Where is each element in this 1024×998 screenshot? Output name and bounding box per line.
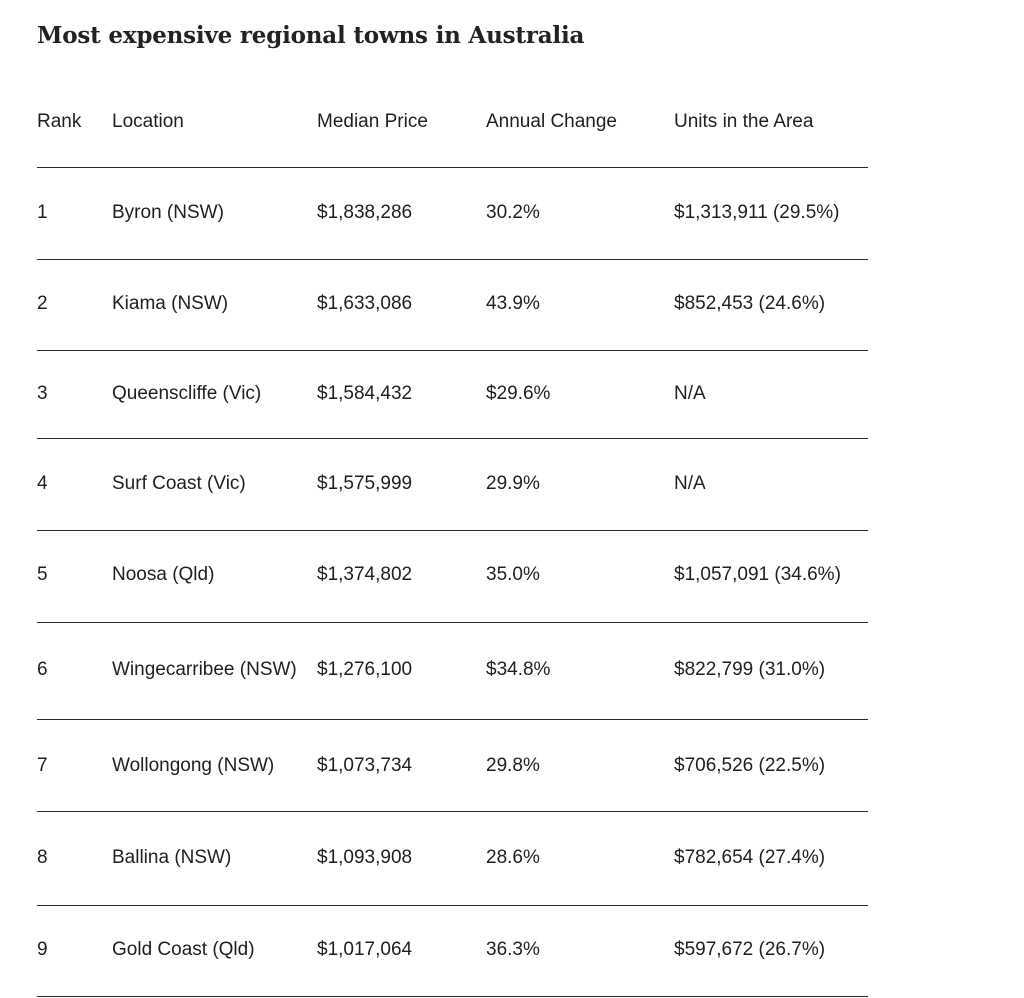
cell-rank: 8	[37, 847, 48, 868]
cell-annual-change: 36.3%	[486, 939, 540, 960]
row-divider	[37, 811, 868, 812]
cell-rank: 2	[37, 293, 48, 314]
cell-median-price: $1,633,086	[317, 293, 413, 314]
cell-rank: 5	[37, 564, 48, 585]
row-divider	[37, 622, 868, 623]
cell-location: Noosa (Qld)	[112, 564, 215, 585]
header-rank: Rank	[37, 111, 82, 132]
header-median-price: Median Price	[317, 111, 428, 132]
cell-units: N/A	[674, 383, 706, 404]
cell-location: Wingecarribee (NSW)	[112, 659, 297, 680]
cell-units: N/A	[674, 473, 706, 494]
row-divider	[37, 530, 868, 531]
table-row	[37, 751, 868, 781]
header-annual-change: Annual Change	[486, 111, 617, 132]
cell-units: $1,313,911 (29.5%)	[674, 202, 840, 223]
table-row	[37, 843, 868, 873]
cell-median-price: $1,584,432	[317, 383, 413, 404]
cell-annual-change: 43.9%	[486, 293, 540, 314]
cell-rank: 9	[37, 939, 48, 960]
cell-location: Kiama (NSW)	[112, 293, 229, 314]
table-row	[37, 379, 868, 409]
cell-location: Byron (NSW)	[112, 202, 224, 223]
header-units: Units in the Area	[674, 111, 814, 132]
cell-rank: 1	[37, 202, 48, 223]
cell-median-price: $1,073,734	[317, 755, 413, 776]
cell-annual-change: 29.9%	[486, 473, 540, 494]
row-divider	[37, 167, 868, 168]
table-row	[37, 935, 868, 965]
cell-location: Surf Coast (Vic)	[112, 473, 246, 494]
table-row	[37, 198, 868, 228]
cell-rank: 6	[37, 659, 48, 680]
cell-annual-change: 35.0%	[486, 564, 540, 585]
cell-location: Queenscliffe (Vic)	[112, 383, 262, 404]
cell-median-price: $1,093,908	[317, 847, 413, 868]
table-row	[37, 655, 868, 685]
cell-units: $706,526 (22.5%)	[674, 755, 826, 776]
cell-units: $852,453 (24.6%)	[674, 293, 826, 314]
row-divider	[37, 438, 868, 439]
cell-median-price: $1,838,286	[317, 202, 413, 223]
table-row	[37, 560, 868, 590]
cell-annual-change: 30.2%	[486, 202, 540, 223]
cell-rank: 7	[37, 755, 48, 776]
cell-units: $782,654 (27.4%)	[674, 847, 826, 868]
cell-median-price: $1,017,064	[317, 939, 413, 960]
table-row	[37, 469, 868, 499]
row-divider	[37, 996, 868, 997]
header-location: Location	[112, 111, 184, 132]
cell-annual-change: $29.6%	[486, 383, 551, 404]
row-divider	[37, 259, 868, 260]
cell-median-price: $1,575,999	[317, 473, 413, 494]
table-row	[37, 289, 868, 319]
cell-units: $1,057,091 (34.6%)	[674, 564, 841, 585]
cell-rank: 4	[37, 473, 48, 494]
cell-median-price: $1,276,100	[317, 659, 413, 680]
cell-annual-change: 29.8%	[486, 755, 540, 776]
cell-rank: 3	[37, 383, 48, 404]
cell-annual-change: 28.6%	[486, 847, 540, 868]
row-divider	[37, 719, 868, 720]
row-divider	[37, 350, 868, 351]
table-header-row	[37, 107, 868, 137]
cell-units: $597,672 (26.7%)	[674, 939, 826, 960]
page-title: Most expensive regional towns in Australia	[37, 22, 585, 49]
row-divider	[37, 905, 868, 906]
cell-location: Gold Coast (Qld)	[112, 939, 255, 960]
cell-location: Ballina (NSW)	[112, 847, 232, 868]
cell-location: Wollongong (NSW)	[112, 755, 275, 776]
cell-annual-change: $34.8%	[486, 659, 551, 680]
cell-units: $822,799 (31.0%)	[674, 659, 826, 680]
cell-median-price: $1,374,802	[317, 564, 413, 585]
